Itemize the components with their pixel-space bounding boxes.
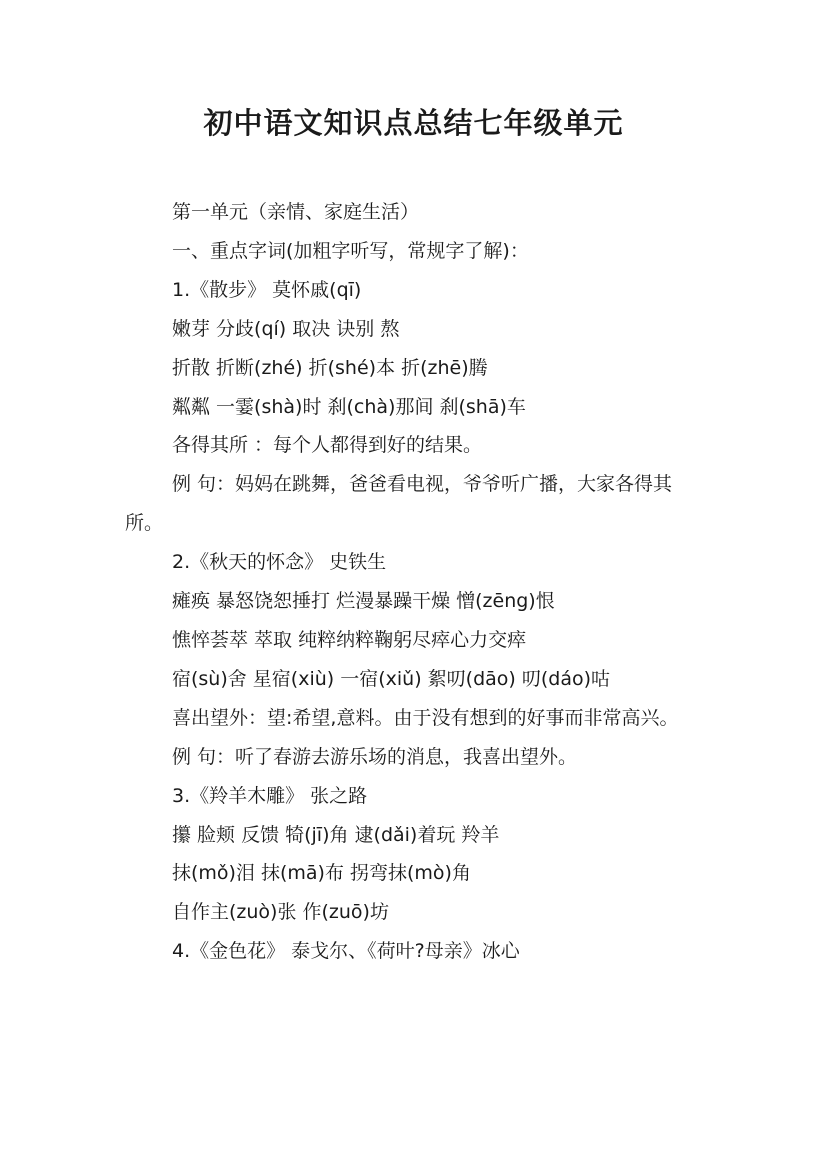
- document-title: 初中语文知识点总结七年级单元: [203, 106, 624, 140]
- paragraph: 自作主(zuò)张 作(zuō)坊: [172, 901, 389, 924]
- paragraph: 攥 脸颊 反馈 犄(jī)角 逮(dǎi)着玩 羚羊: [172, 823, 500, 846]
- paragraph: 嫩芽 分歧(qí) 取决 诀别 熬: [172, 317, 400, 340]
- paragraph: 一、重点字词(加粗字听写，常规字了解)：: [172, 239, 529, 262]
- paragraph: 2.《秋天的怀念》 史铁生: [172, 551, 387, 574]
- paragraph: 1.《散步》 莫怀戚(qī): [172, 278, 362, 301]
- paragraph: 喜出望外：望:希望,意料。由于没有想到的好事而非常高兴。: [172, 706, 679, 729]
- paragraph: 例 句：听了春游去游乐场的消息，我喜出望外。: [172, 745, 578, 768]
- paragraph: 例 句：妈妈在跳舞，爸爸看电视，爷爷听广播，大家各得其所。: [125, 473, 673, 535]
- paragraph: 宿(sù)舍 星宿(xiù) 一宿(xiǔ) 絮叨(dāo) 叨(dáo)咕: [172, 667, 611, 690]
- paragraph: 各得其所 ：每个人都得到好的结果。: [172, 434, 483, 457]
- paragraph: 4.《金色花》 泰戈尔、《荷叶?母亲》冰心: [172, 940, 520, 963]
- paragraph: 粼粼 一霎(shà)时 刹(chà)那间 刹(shā)车: [172, 395, 526, 418]
- document-body: [125, 193, 703, 971]
- paragraph: 憔悴荟萃 萃取 纯粹纳粹鞠躬尽瘁心力交瘁: [172, 628, 527, 651]
- paragraph: 第一单元（亲情、家庭生活）: [172, 201, 420, 223]
- paragraph: 抹(mǒ)泪 抹(mā)布 拐弯抹(mò)角: [172, 862, 471, 885]
- paragraph: 3.《羚羊木雕》 张之路: [172, 784, 368, 807]
- paragraph: 瘫痪 暴怒饶恕捶打 烂漫暴躁干燥 憎(zēng)恨: [172, 590, 555, 613]
- paragraph: 折散 折断(zhé) 折(shé)本 折(zhē)腾: [172, 356, 488, 379]
